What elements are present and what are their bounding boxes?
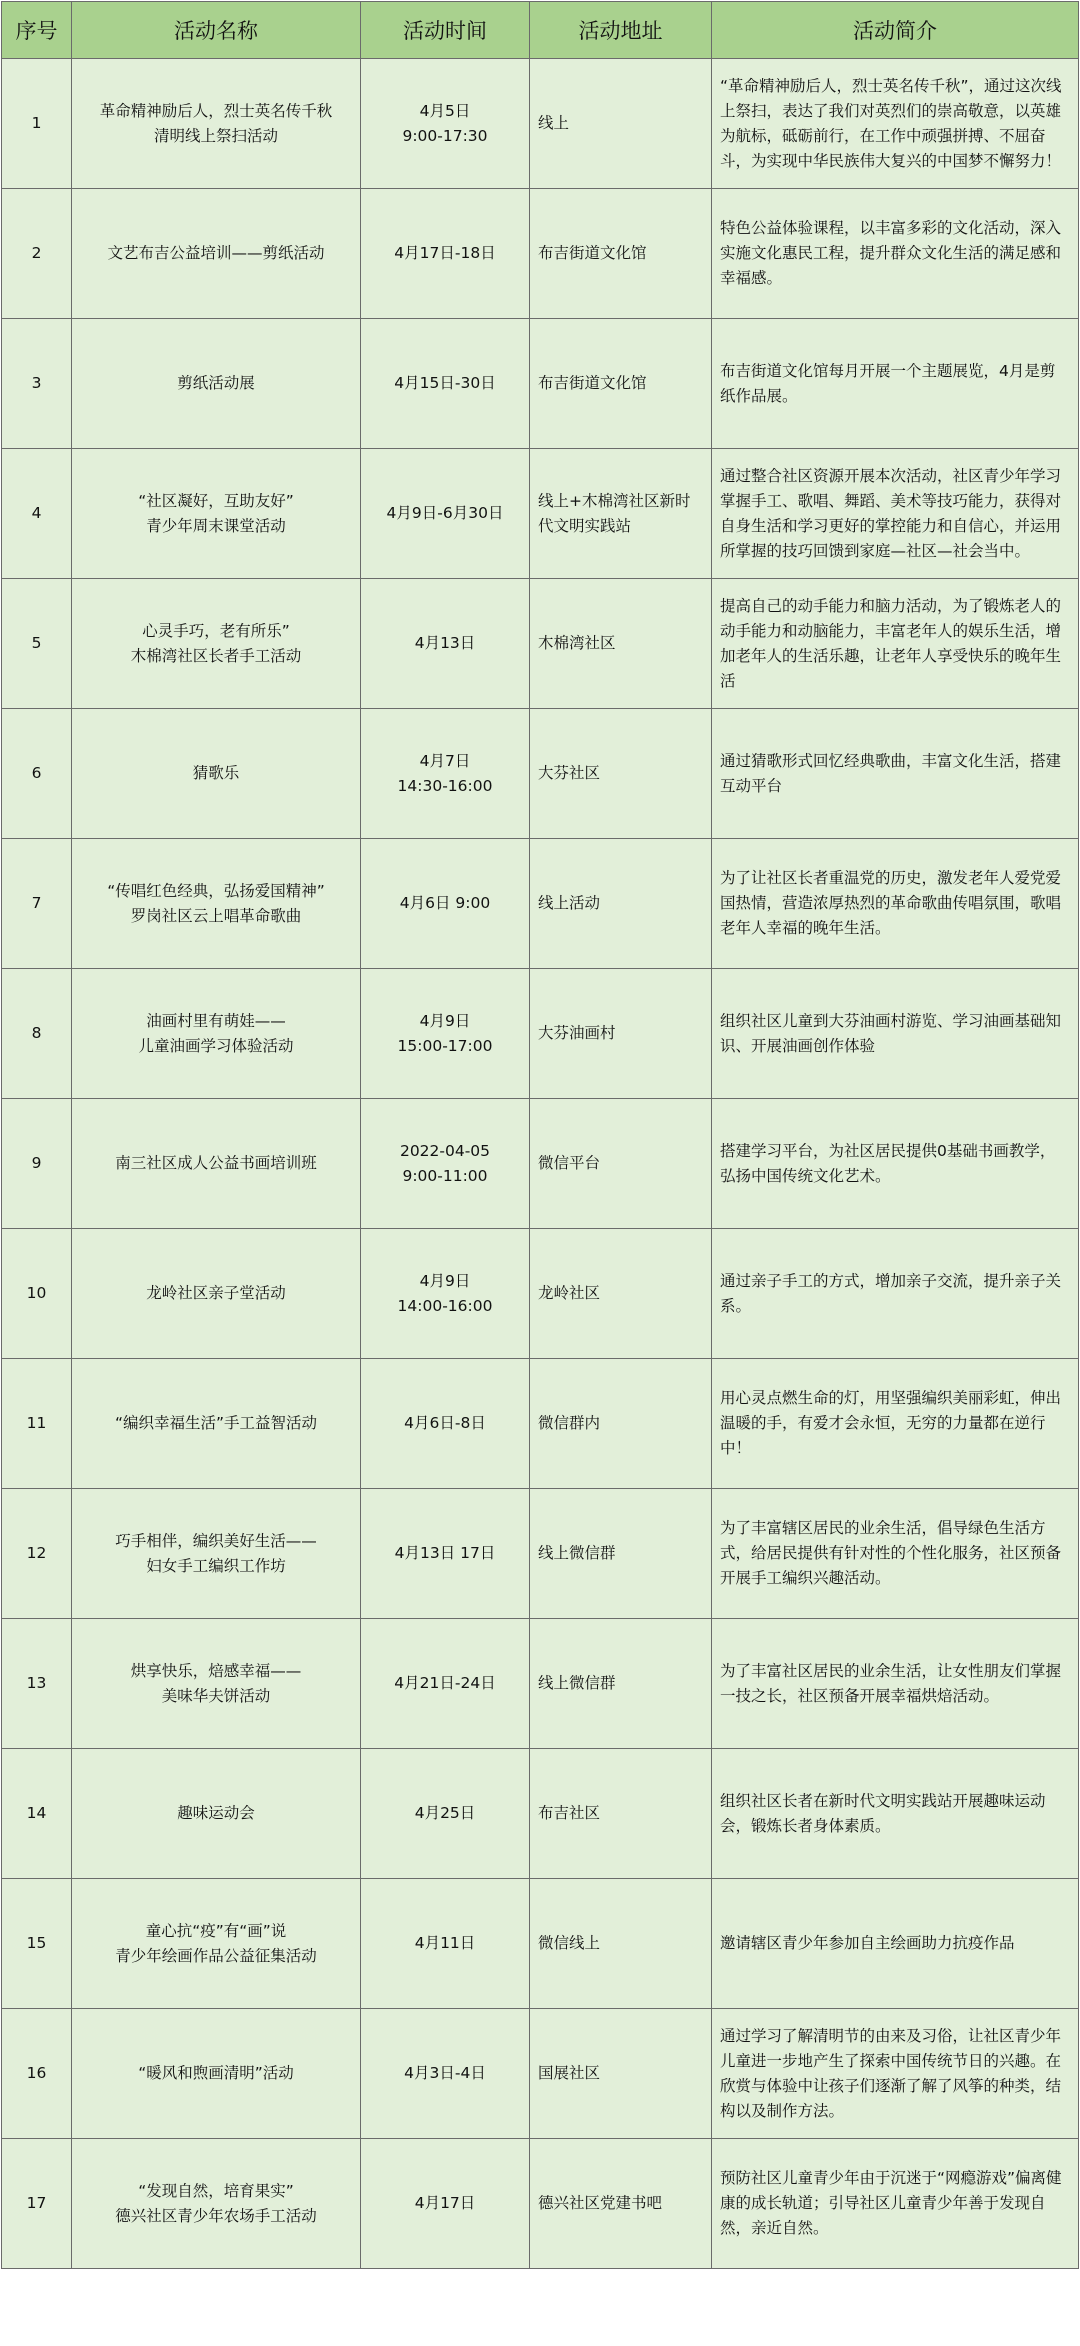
row-number-cell [2, 1229, 72, 1359]
table-row [2, 1879, 1079, 2009]
activity-description-cell [712, 1879, 1079, 2009]
activity-description: 预防社区儿童青少年由于沉迷于“网瘾游戏”偏离健康的成长轨道；引导社区儿童青少年善于发现自然，亲近自然。 [720, 2169, 1062, 2237]
activity-time-cell [361, 1359, 530, 1489]
activity-time: 4月17日-18日 [394, 244, 496, 262]
row-number-cell [2, 59, 72, 189]
activity-name-cell [72, 59, 361, 189]
activity-time-cell [361, 1619, 530, 1749]
activity-time-cell [361, 1229, 530, 1359]
activity-description-cell [712, 1749, 1079, 1879]
activity-time-cell [361, 2009, 530, 2139]
activity-description-cell [712, 1489, 1079, 1619]
row-number-cell [2, 2139, 72, 2269]
header-time: 活动时间 [361, 2, 530, 59]
activity-description: 为了丰富社区居民的业余生活，让女性朋友们掌握一技之长，社区预备开展幸福烘焙活动。 [720, 1661, 1062, 1705]
row-number-cell [2, 1749, 72, 1879]
activity-address-cell [530, 579, 712, 709]
activity-address-cell [530, 1099, 712, 1229]
activity-time: 4月13日 [414, 634, 476, 652]
row-number-cell [2, 969, 72, 1099]
activity-time: 4月5日 9:00-17:30 [402, 101, 488, 145]
activity-time: 4月17日 [414, 2194, 476, 2212]
activity-name-cell [72, 2009, 361, 2139]
activity-description-cell [712, 2139, 1079, 2269]
activity-name: 油画村里有萌娃—— 儿童油画学习体验活动 [138, 1011, 294, 1055]
table-row [2, 59, 1079, 189]
activity-address: 线上微信群 [538, 1544, 616, 1562]
activity-name: 巧手相伴，编织美好生活—— 妇女手工编织工作坊 [115, 1531, 317, 1575]
activity-address: 木棉湾社区 [538, 634, 616, 652]
activity-time-cell [361, 839, 530, 969]
table-row [2, 1099, 1079, 1229]
activity-name: 烘享快乐，焙感幸福—— 美味华夫饼活动 [130, 1661, 302, 1705]
table-row [2, 2139, 1079, 2269]
activity-time: 4月15日-30日 [394, 374, 496, 392]
activity-address: 布吉街道文化馆 [538, 244, 647, 262]
activity-name: 童心抗“疫”有“画”说 青少年绘画作品公益征集活动 [115, 1921, 317, 1965]
activity-name-cell [72, 969, 361, 1099]
activity-name: “编织幸福生活”手工益智活动 [114, 1414, 318, 1432]
activity-name: 猜歌乐 [192, 764, 240, 782]
table-header [2, 2, 1079, 59]
activity-name-cell [72, 1749, 361, 1879]
row-number: 14 [26, 1804, 47, 1822]
activity-description-cell [712, 1619, 1079, 1749]
activity-description: 搭建学习平台，为社区居民提供0基础书画教学，弘扬中国传统文化艺术。 [720, 1141, 1056, 1185]
activity-address: 微信群内 [538, 1414, 601, 1432]
header-name: 活动名称 [72, 2, 361, 59]
activity-name-cell [72, 1489, 361, 1619]
activity-time: 4月11日 [414, 1934, 476, 1952]
activity-description: 通过学习了解清明节的由来及习俗，让社区青少年儿童进一步地产生了探索中国传统节日的兴趣。在欣赏与体验中让孩子们逐渐了解了风筝的种类，结构以及制作方法。 [720, 2026, 1062, 2120]
row-number-cell [2, 1879, 72, 2009]
activity-name-cell [72, 1359, 361, 1489]
activity-name: “社区凝好，互助友好” 青少年周末课堂活动 [138, 491, 294, 535]
activity-name: 革命精神励后人，烈士英名传千秋 清明线上祭扫活动 [99, 101, 333, 145]
activity-address-cell [530, 449, 712, 579]
row-number-cell [2, 579, 72, 709]
activity-address-cell [530, 839, 712, 969]
row-number: 10 [26, 1284, 47, 1302]
activity-name-cell [72, 1229, 361, 1359]
activity-description-cell [712, 1099, 1079, 1229]
activity-time: 4月9日 14:00-16:00 [397, 1271, 493, 1315]
activity-time-cell [361, 1489, 530, 1619]
activity-time: 4月9日 15:00-17:00 [397, 1011, 493, 1055]
activity-description: “革命精神励后人，烈士英名传千秋”，通过这次线上祭扫，表达了我们对英烈们的崇高敬意，以英雄为航标，砥砺前行，在工作中顽强拼搏、不屈奋斗，为实现中华民族伟大复兴的中国梦不懈努力！ [720, 76, 1062, 170]
activity-description: 布吉街道文化馆每月开展一个主题展览，4月是剪纸作品展。 [720, 361, 1056, 405]
activity-time-cell [361, 579, 530, 709]
activity-address: 德兴社区党建书吧 [538, 2194, 663, 2212]
table-row [2, 839, 1079, 969]
row-number-cell [2, 709, 72, 839]
activity-address-cell [530, 189, 712, 319]
row-number: 13 [26, 1674, 47, 1692]
activity-name-cell [72, 319, 361, 449]
row-number-cell [2, 1489, 72, 1619]
row-number: 16 [26, 2064, 47, 2082]
header-no: 序号 [2, 2, 72, 59]
header-address: 活动地址 [530, 2, 712, 59]
row-number-cell [2, 449, 72, 579]
table-row [2, 969, 1079, 1099]
activity-address: 微信平台 [538, 1154, 601, 1172]
activity-time: 4月6日 9:00 [399, 894, 491, 912]
activity-name-cell [72, 189, 361, 319]
activity-description-cell [712, 709, 1079, 839]
activity-address: 国展社区 [538, 2064, 601, 2082]
activity-address-cell [530, 2139, 712, 2269]
activity-time: 4月25日 [414, 1804, 476, 1822]
activity-time-cell [361, 1879, 530, 2009]
row-number-cell [2, 1619, 72, 1749]
activity-name: 文艺布吉公益培训——剪纸活动 [107, 244, 325, 262]
activity-time: 2022-04-05 9:00-11:00 [399, 1141, 491, 1185]
header-desc: 活动简介 [712, 2, 1079, 59]
activity-description: 通过整合社区资源开展本次活动，社区青少年学习掌握手工、歌唱、舞蹈、美术等技巧能力，获得对自身生活和学习更好的掌控能力和自信心，并运用所掌握的技巧回馈到家庭—社区—社会当中。 [720, 466, 1062, 560]
activity-address-cell [530, 1749, 712, 1879]
row-number: 12 [26, 1544, 47, 1562]
activity-address-cell [530, 969, 712, 1099]
activity-time: 4月9日-6月30日 [386, 504, 504, 522]
activity-time: 4月6日-8日 [404, 1414, 486, 1432]
activity-time-cell [361, 1099, 530, 1229]
activity-address-cell [530, 1229, 712, 1359]
row-number: 3 [31, 374, 42, 392]
activity-description: 特色公益体验课程，以丰富多彩的文化活动，深入实施文化惠民工程，提升群众文化生活的满足感和幸福感。 [720, 219, 1062, 287]
activity-name-cell [72, 1099, 361, 1229]
row-number: 7 [31, 894, 42, 912]
activity-address-cell [530, 1489, 712, 1619]
activity-description-cell [712, 579, 1079, 709]
activity-address: 大芬社区 [538, 764, 601, 782]
row-number-cell [2, 319, 72, 449]
activity-name: 南三社区成人公益书画培训班 [115, 1154, 317, 1172]
activity-name-cell [72, 709, 361, 839]
table-row [2, 319, 1079, 449]
activity-address-cell [530, 2009, 712, 2139]
activity-description: 通过猜歌形式回忆经典歌曲，丰富文化生活，搭建互动平台 [720, 751, 1062, 795]
table-body [2, 59, 1079, 2269]
row-number-cell [2, 1359, 72, 1489]
activity-description: 用心灵点燃生命的灯，用坚强编织美丽彩虹，伸出温暖的手，有爱才会永恒，无穷的力量都在逆行中！ [720, 1389, 1062, 1457]
table-row [2, 579, 1079, 709]
activity-description: 为了让社区长者重温党的历史，激发老年人爱党爱国热情，营造浓厚热烈的革命歌曲传唱氛围，歌唱老年人幸福的晚年生活。 [720, 869, 1062, 937]
activity-time-cell [361, 969, 530, 1099]
table-row [2, 1359, 1079, 1489]
row-number-cell [2, 2009, 72, 2139]
activity-name: 龙岭社区亲子堂活动 [146, 1284, 286, 1302]
activity-description-cell [712, 839, 1079, 969]
activity-description-cell [712, 449, 1079, 579]
activity-time-cell [361, 319, 530, 449]
row-number: 9 [31, 1154, 42, 1172]
activity-address-cell [530, 319, 712, 449]
activity-time: 4月7日 14:30-16:00 [397, 751, 493, 795]
activity-address-cell [530, 709, 712, 839]
activity-name: “暖风和煦画清明”活动 [138, 2064, 294, 2082]
activity-name-cell [72, 2139, 361, 2269]
row-number: 6 [31, 764, 42, 782]
table-row [2, 709, 1079, 839]
activity-description-cell [712, 189, 1079, 319]
activity-address-cell [530, 1879, 712, 2009]
activity-name-cell [72, 839, 361, 969]
activity-description-cell [712, 1359, 1079, 1489]
activity-address-cell [530, 1359, 712, 1489]
activity-name-cell [72, 579, 361, 709]
activity-name-cell [72, 449, 361, 579]
row-number: 4 [31, 504, 42, 522]
activity-address: 线上 [538, 114, 570, 132]
activity-address-cell [530, 1619, 712, 1749]
row-number-cell [2, 1099, 72, 1229]
row-number: 1 [31, 114, 42, 132]
activity-address: 布吉街道文化馆 [538, 374, 647, 392]
activity-name: 心灵手巧，老有所乐” 木棉湾社区长者手工活动 [130, 621, 302, 665]
activity-address: 线上+木棉湾社区新时代文明实践站 [538, 491, 691, 535]
activity-address-cell [530, 59, 712, 189]
activity-time-cell [361, 709, 530, 839]
table-row [2, 1619, 1079, 1749]
activity-description: 提高自己的动手能力和脑力活动，为了锻炼老人的动手能力和动脑能力，丰富老年人的娱乐生活，增加老年人的生活乐趣，让老年人享受快乐的晚年生活 [720, 596, 1062, 690]
table-row [2, 2009, 1079, 2139]
table-row [2, 1489, 1079, 1619]
header-row [2, 2, 1079, 59]
activity-name-cell [72, 1619, 361, 1749]
activity-name: “发现自然，培育果实” 德兴社区青少年农场手工活动 [115, 2181, 317, 2225]
activity-time: 4月21日-24日 [394, 1674, 496, 1692]
activity-description-cell [712, 59, 1079, 189]
activity-name: “传唱红色经典，弘扬爱国精神” 罗岗社区云上唱革命歌曲 [107, 881, 325, 925]
activity-address: 布吉社区 [538, 1804, 601, 1822]
activity-description: 通过亲子手工的方式，增加亲子交流，提升亲子关系。 [720, 1271, 1062, 1315]
activity-time: 4月13日 17日 [394, 1544, 496, 1562]
activity-description-cell [712, 319, 1079, 449]
activity-description: 组织社区长者在新时代文明实践站开展趣味运动会，锻炼长者身体素质。 [720, 1791, 1046, 1835]
activity-address: 线上活动 [538, 894, 601, 912]
row-number: 8 [31, 1024, 42, 1042]
activity-time-cell [361, 2139, 530, 2269]
activity-name-cell [72, 1879, 361, 2009]
activity-time-cell [361, 59, 530, 189]
activity-description: 邀请辖区青少年参加自主绘画助力抗疫作品 [720, 1934, 1015, 1952]
row-number: 11 [26, 1414, 47, 1432]
activity-description: 为了丰富辖区居民的业余生活，倡导绿色生活方式，给居民提供有针对性的个性化服务，社区预备开展手工编织兴趣活动。 [720, 1519, 1062, 1587]
activity-description-cell [712, 2009, 1079, 2139]
activity-description: 组织社区儿童到大芬油画村游览、学习油画基础知识、开展油画创作体验 [720, 1011, 1062, 1055]
activity-time-cell [361, 1749, 530, 1879]
row-number: 15 [26, 1934, 47, 1952]
row-number: 2 [31, 244, 42, 262]
table-row [2, 1749, 1079, 1879]
activity-address: 大芬油画村 [538, 1024, 616, 1042]
activity-time-cell [361, 449, 530, 579]
row-number-cell [2, 839, 72, 969]
row-number: 17 [26, 2194, 47, 2212]
activity-name: 剪纸活动展 [177, 374, 255, 392]
activity-description-cell [712, 1229, 1079, 1359]
activity-name: 趣味运动会 [177, 1804, 255, 1822]
row-number: 5 [31, 634, 42, 652]
activity-address: 龙岭社区 [538, 1284, 601, 1302]
activity-table [1, 1, 1079, 2269]
table-row [2, 189, 1079, 319]
activity-description-cell [712, 969, 1079, 1099]
activity-address: 线上微信群 [538, 1674, 616, 1692]
activity-time: 4月3日-4日 [404, 2064, 486, 2082]
activity-address: 微信线上 [538, 1934, 601, 1952]
row-number-cell [2, 189, 72, 319]
table-row [2, 449, 1079, 579]
activity-time-cell [361, 189, 530, 319]
table-row [2, 1229, 1079, 1359]
